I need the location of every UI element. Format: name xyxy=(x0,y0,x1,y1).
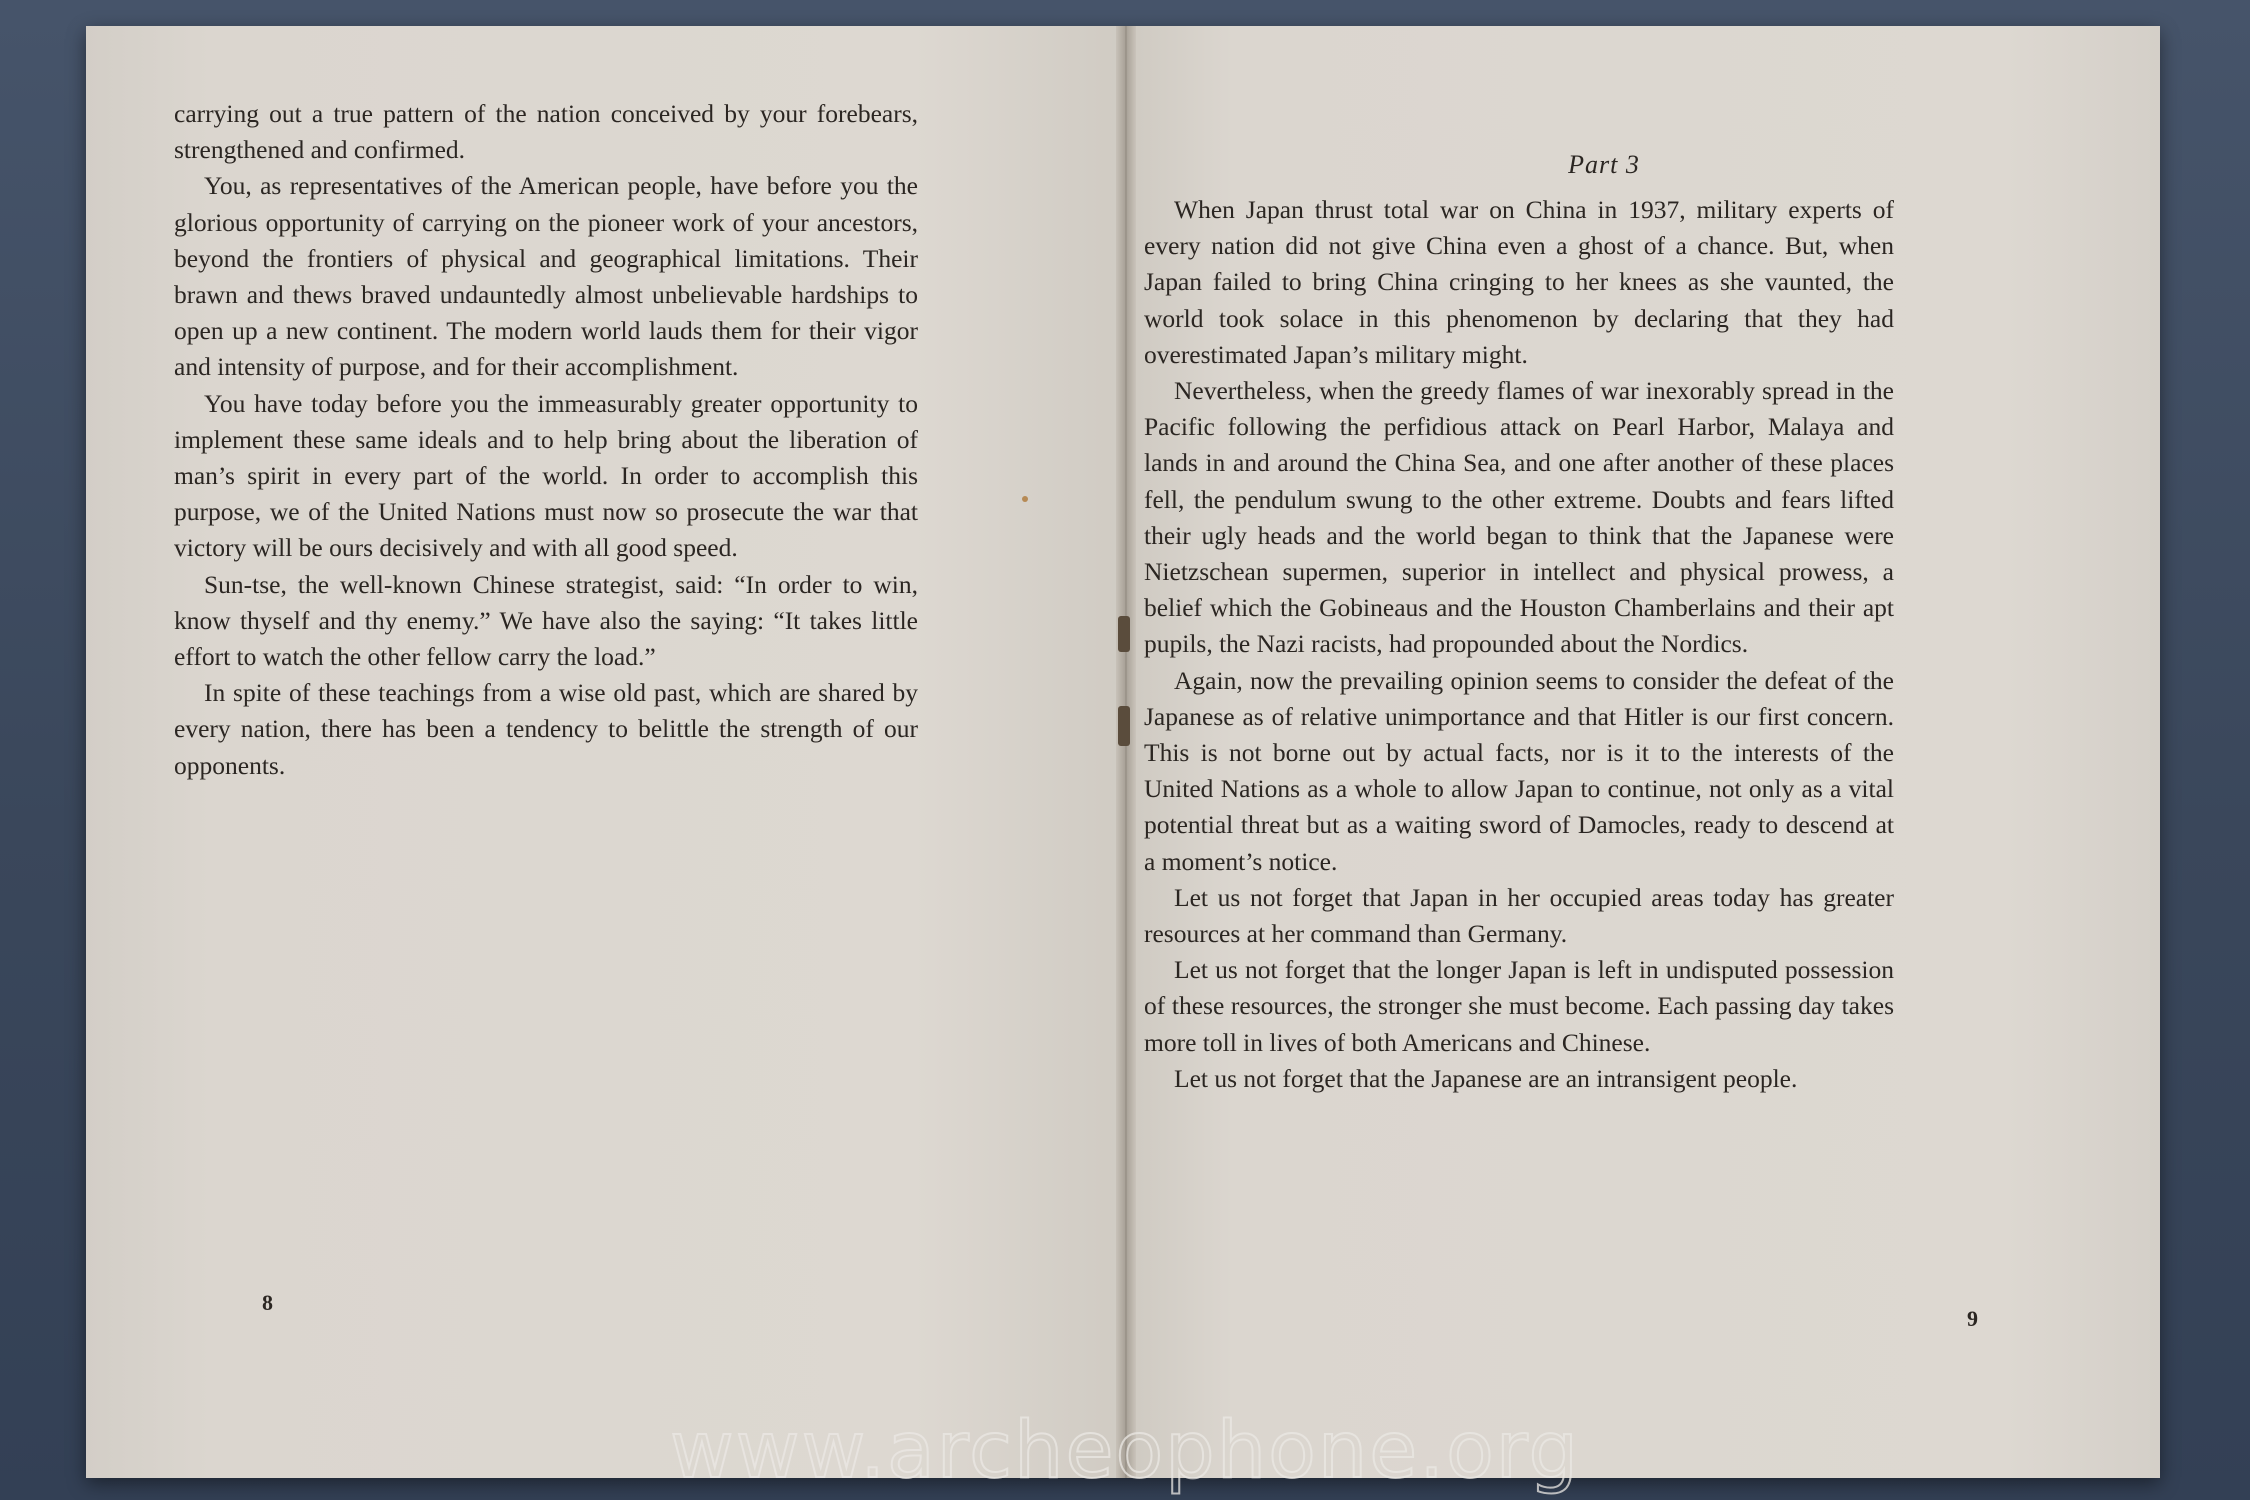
page-number-right: 9 xyxy=(1967,1306,1978,1331)
right-paragraph-5: Let us not forget that the longer Japan is left in undisputed possession of these resources, the stronger she must become. Each passing day takes more toll in lives of both Americans and Chinese. xyxy=(1144,955,1894,1057)
staple-bottom xyxy=(1118,706,1130,746)
right-paragraph-2: Nevertheless, when the greedy flames of war inexorably spread in the Pacific following the perfidious attack on Pearl Harbor, Malaya and lands in and around the China Sea, and one after another of these places fell, the pendulum swung to the other extreme. Doubts and fears lifted their ugly heads and the world began to think that the Japanese were Nietzschean supermen, superior in intellect and physical prowess, a belief which the Gobineaus and the Houston Chamberlains and their apt pupils, the Nazi racists, had propounded about the Nordics. xyxy=(1144,376,1894,659)
left-paragraph-3: You have today before you the immeasurably greater opportunity to implement these same ideals and to help bring about the liberation of man’s spirit in every part of the world. In order to accomplish this purpose, we of the United Nations must now so prosecute the war that victory will be ours decisively and with all good speed. xyxy=(174,388,918,563)
left-page-text xyxy=(174,96,918,784)
right-paragraph-4: Let us not forget that Japan in her occupied areas today has greater resources at her command than Germany. xyxy=(1144,882,1894,949)
right-page-text xyxy=(1144,192,1894,1097)
left-paragraph-1: carrying out a true pattern of the nation conceived by your forebears, strengthened and confirmed. xyxy=(174,99,918,165)
part-heading: Part 3 xyxy=(1568,150,1640,179)
left-paragraph-4: Sun-tse, the well-known Chinese strategist, said: “In order to win, know thyself and thy enemy.” We have also the saying: “It takes little effort to watch the other fellow carry the load.” xyxy=(174,569,918,672)
right-paragraph-1: When Japan thrust total war on China in 1937, military experts of every nation did not give China even a ghost of a chance. But, when Japan failed to bring China cringing to her knees as she vaunted, the world took solace in this phenomenon by declaring that they had overestimated Japan’s military might. xyxy=(1144,195,1894,369)
right-paragraph-3: Again, now the prevailing opinion seems to consider the defeat of the Japanese as of relative unimportance and that Hitler is our first concern. This is not borne out by actual facts, nor is it to the interests of the United Nations as a whole to allow Japan to continue, not only as a vital potential threat but as a waiting sword of Damocles, ready to descend at a moment’s notice. xyxy=(1144,665,1894,876)
left-paragraph-2: You, as representatives of the American people, have before you the glorious opportunity of carrying on the pioneer work of your ancestors, beyond the frontiers of physical and geographical limitations. Their brawn and thews braved undauntedly almost unbelievable hardships to open up a new continent. The modern world lauds them for their vigor and intensity of purpose, and for their accomplishment. xyxy=(174,171,918,382)
watermark: www.archeophone.org xyxy=(669,1406,1580,1496)
staple-top xyxy=(1118,616,1130,652)
page-number-left: 8 xyxy=(262,1290,273,1315)
right-paragraph-6: Let us not forget that the Japanese are an intransigent people. xyxy=(1174,1063,1798,1093)
left-paragraph-5: In spite of these teachings from a wise old past, which are shared by every nation, there has been a tendency to belittle the strength of our opponents. xyxy=(174,678,918,780)
paper-speck xyxy=(1022,496,1028,502)
book-gutter xyxy=(1116,26,1136,1478)
